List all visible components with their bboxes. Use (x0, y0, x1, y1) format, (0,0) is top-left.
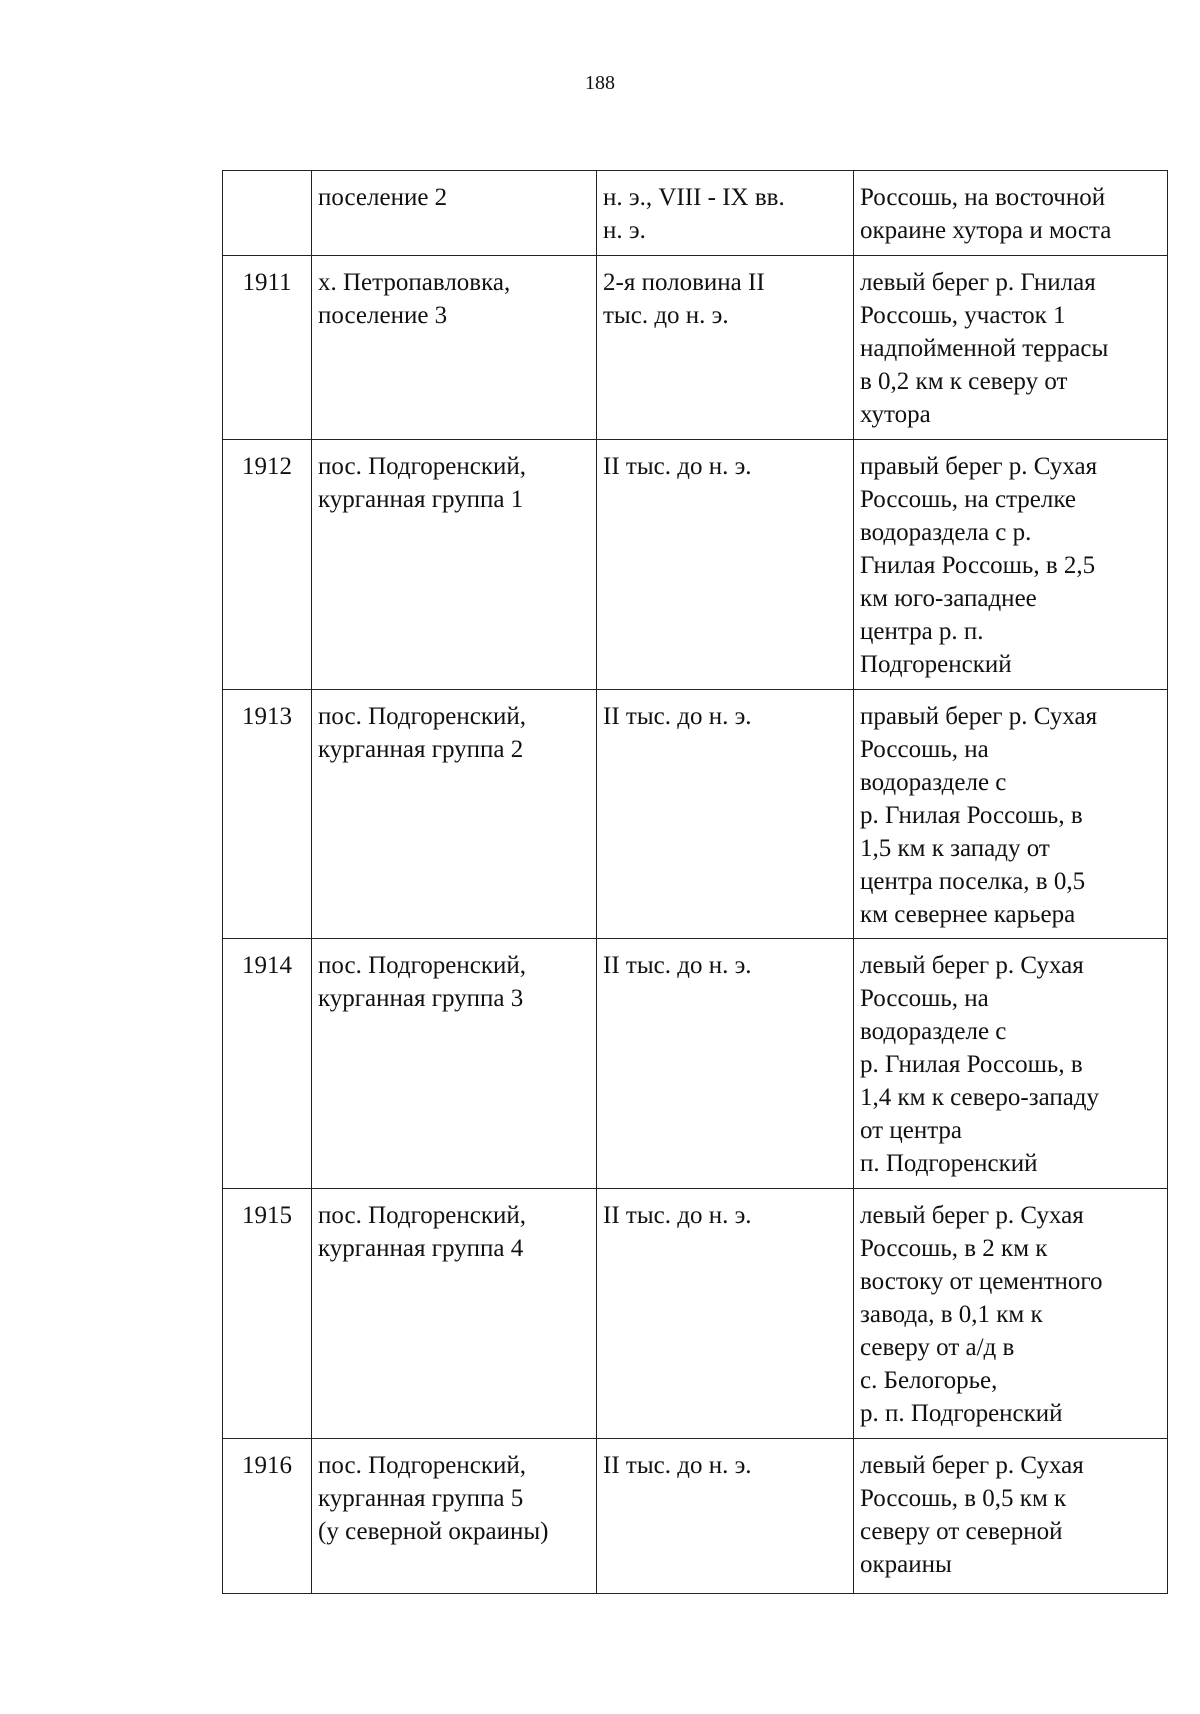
site-number-cell: 1912 (223, 440, 312, 690)
table-row (223, 939, 1168, 1189)
table-row (223, 256, 1168, 440)
page-number: 188 (585, 72, 615, 94)
site-number-cell: 1914 (223, 939, 312, 1189)
site-date-cell: II тыс. до н. э. (597, 440, 854, 690)
site-number-cell: 1916 (223, 1439, 312, 1594)
site-name-cell: пос. Подгоренский, курганная группа 4 (312, 1189, 597, 1439)
site-number-cell: 1911 (223, 256, 312, 440)
site-location-cell: правый берег р. Сухая Россошь, на стрелке водораздела с р. Гнилая Россошь, в 2,5 км юго-западнее центра р. п. Подгоренский (854, 440, 1168, 690)
site-date-cell: II тыс. до н. э. (597, 939, 854, 1189)
site-location-cell: левый берег р. Гнилая Россошь, участок 1 надпойменной террасы в 0,2 км к северу от хутора (854, 256, 1168, 440)
table-row (223, 1189, 1168, 1439)
site-number-cell: 1913 (223, 690, 312, 939)
heritage-sites-table (222, 170, 1168, 1594)
site-location-cell: левый берег р. Сухая Россошь, в 2 км к востоку от цементного завода, в 0,1 км к северу от а/д в с. Белогорье, р. п. Подгоренский (854, 1189, 1168, 1439)
site-name-cell: пос. Подгоренский, курганная группа 3 (312, 939, 597, 1189)
table-row (223, 1439, 1168, 1594)
site-number-cell (223, 171, 312, 256)
site-date-cell: н. э., VIII - IX вв. н. э. (597, 171, 854, 256)
site-number-cell: 1915 (223, 1189, 312, 1439)
site-date-cell: II тыс. до н. э. (597, 1189, 854, 1439)
table-row (223, 440, 1168, 690)
table-row (223, 690, 1168, 939)
site-name-cell: пос. Подгоренский, курганная группа 1 (312, 440, 597, 690)
site-location-cell: правый берег р. Сухая Россошь, на водоразделе с р. Гнилая Россошь, в 1,5 км к западу от центра поселка, в 0,5 км севернее карьера (854, 690, 1168, 939)
site-name-cell: х. Петропавловка, поселение 3 (312, 256, 597, 440)
site-location-cell: левый берег р. Сухая Россошь, на водоразделе с р. Гнилая Россошь, в 1,4 км к северо-западу от центра п. Подгоренский (854, 939, 1168, 1189)
site-name-cell: пос. Подгоренский, курганная группа 2 (312, 690, 597, 939)
site-date-cell: 2-я половина II тыс. до н. э. (597, 256, 854, 440)
table-row (223, 171, 1168, 256)
site-name-cell: поселение 2 (312, 171, 597, 256)
site-date-cell: II тыс. до н. э. (597, 1439, 854, 1594)
site-location-cell: левый берег р. Сухая Россошь, в 0,5 км к северу от северной окраины (854, 1439, 1168, 1594)
site-location-cell: Россошь, на восточной окраине хутора и моста (854, 171, 1168, 256)
site-name-cell: пос. Подгоренский, курганная группа 5 (у северной окраины) (312, 1439, 597, 1594)
site-date-cell: II тыс. до н. э. (597, 690, 854, 939)
